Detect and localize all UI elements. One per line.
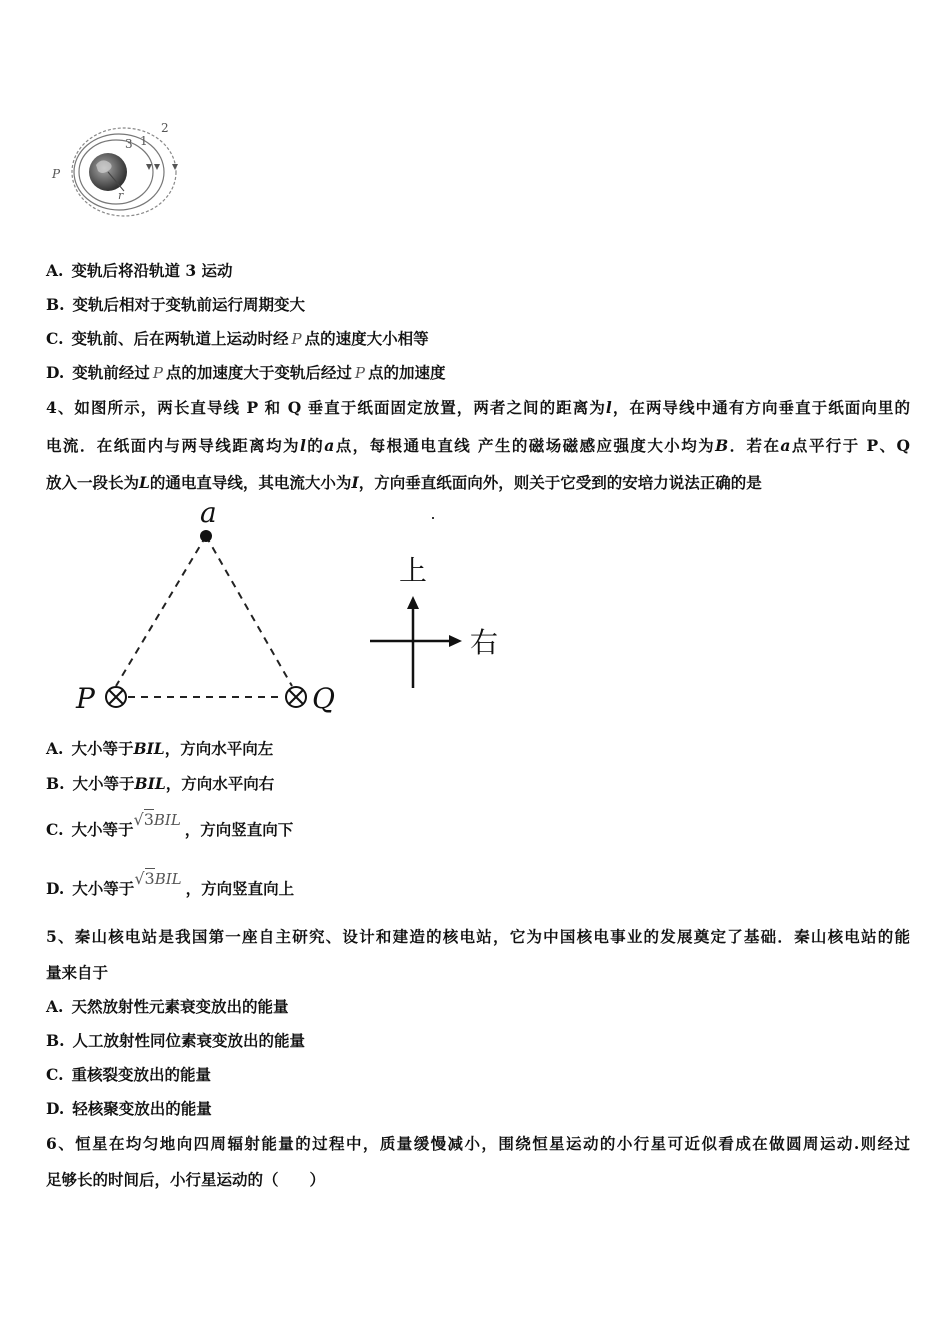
option-text: ，方向水平向左 xyxy=(164,739,274,758)
wire-q-icon xyxy=(286,687,306,707)
q3-option-d xyxy=(46,363,910,383)
option-letter: C. xyxy=(46,1065,64,1084)
stem-text: 放入一段长为 xyxy=(46,473,140,492)
stem-text: 电流．在纸面内与两导线距离均为 xyxy=(46,436,300,455)
wire-triangle-figure xyxy=(70,500,370,722)
q4-option-c xyxy=(46,810,910,840)
option-text: 大小等于 xyxy=(71,820,134,839)
orbit-label-2: 2 xyxy=(161,121,169,135)
stem-text: ，在两导线中通有方向垂直于纸面向里的 xyxy=(611,398,910,417)
label-p: P xyxy=(76,682,95,715)
option-text: 天然放射性元素衰变放出的能量 xyxy=(71,997,289,1016)
q5-option-a xyxy=(46,997,910,1017)
q3-option-b xyxy=(46,295,910,315)
q4-option-a xyxy=(46,739,910,759)
stem-text: 的 xyxy=(305,436,325,455)
q4-option-b xyxy=(46,774,910,794)
option-text: 点的加速度 xyxy=(368,363,446,382)
stem-var: l xyxy=(605,398,612,417)
option-text: ，方向竖直向下 xyxy=(184,820,294,839)
stem-text: ，方向垂直纸面向外，则关于它受到的安培力说法正确的是 xyxy=(358,473,762,492)
stem-var: l xyxy=(299,436,306,455)
option-expr: BIL xyxy=(134,774,166,793)
option-letter: D. xyxy=(46,879,65,898)
option-text: 变轨前、后在两轨道上运动时经 xyxy=(71,329,289,348)
option-letter: C. xyxy=(46,820,64,839)
stem-text: 4、如图所示，两长直导线 P 和 Q 垂直于纸面固定放置，两者之间的距离为 xyxy=(46,398,606,417)
option-text: ，方向水平向右 xyxy=(165,774,275,793)
label-right: 右 xyxy=(470,626,499,659)
label-up: 上 xyxy=(399,554,428,587)
q5-stem-line-1: 5、秦山核电站是我国第一座自主研究、设计和建造的核电站，它为中国核电事业的发展奠定了基础．秦山核电站的能 xyxy=(46,927,910,946)
option-text: 变轨后将沿轨道 3 运动 xyxy=(71,261,233,280)
stem-var: I xyxy=(351,473,359,492)
q6-stem-line-2: 足够长的时间后，小行星运动的（ ） xyxy=(46,1170,326,1189)
option-letter: B. xyxy=(46,295,65,314)
point-a xyxy=(200,530,212,542)
option-expr: BIL xyxy=(154,870,182,888)
stem-var: a xyxy=(324,436,335,455)
option-text: 大小等于 xyxy=(72,879,135,898)
q4-stem-line-1 xyxy=(46,398,910,418)
arrow-right-icon xyxy=(449,635,462,647)
orbit-label-1: 1 xyxy=(140,134,148,148)
arrow-up-icon xyxy=(407,596,419,609)
orbit-label-r: r xyxy=(118,189,124,202)
label-q: Q xyxy=(312,682,335,715)
option-letter: D. xyxy=(46,1099,65,1118)
option-letter: C. xyxy=(46,329,64,348)
option-text: 点的加速度大于变轨后经过 xyxy=(165,363,352,382)
option-letter: A. xyxy=(46,261,64,280)
math-var: P xyxy=(354,364,366,382)
q5-option-d xyxy=(46,1099,910,1119)
option-text: 变轨前经过 xyxy=(72,363,150,382)
math-var: P xyxy=(152,364,163,382)
sqrt-radicand: 3 xyxy=(144,869,155,888)
stem-text: 的通电直导线，其电流大小为 xyxy=(149,473,352,492)
option-text: 变轨后相对于变轨前运行周期变大 xyxy=(72,295,306,314)
q6-stem-line-1: 6、恒星在均匀地向四周辐射能量的过程中，质量缓慢减小，围绕恒星运动的小行星可近似看成在做圆周运动.则经过 xyxy=(46,1134,910,1153)
stem-var: B xyxy=(715,436,729,455)
direction-indicator xyxy=(368,548,508,693)
q4-stem-line-3 xyxy=(46,473,910,493)
stem-text: 点平行于 P、Q xyxy=(790,436,910,455)
option-text: 点的速度大小相等 xyxy=(304,329,429,348)
option-expr: BIL xyxy=(153,811,181,829)
dashed-side-qa xyxy=(206,536,292,686)
orbit-label-p: P xyxy=(52,167,61,181)
q5-stem-line-2: 量来自于 xyxy=(46,963,109,982)
stem-text: 点，每根通电直线 产生的磁场磁感应强度大小均为 xyxy=(334,436,716,455)
option-text: 重核裂变放出的能量 xyxy=(71,1065,211,1084)
option-text: 轻核聚变放出的能量 xyxy=(72,1099,212,1118)
stem-var: L xyxy=(139,473,150,492)
q4-stem-line-2 xyxy=(46,436,910,456)
label-a: a xyxy=(200,500,217,529)
option-letter: A. xyxy=(46,997,64,1016)
q4-option-d xyxy=(46,869,910,899)
dashed-side-pa xyxy=(116,536,206,686)
stem-var: a xyxy=(780,436,791,455)
orbit-figure xyxy=(44,115,184,220)
stray-dot xyxy=(432,517,434,519)
wire-p-icon xyxy=(106,687,126,707)
option-text: 人工放射性同位素衰变放出的能量 xyxy=(72,1031,306,1050)
option-expr: BIL xyxy=(133,739,165,758)
option-text: ，方向竖直向上 xyxy=(185,879,295,898)
q5-option-c xyxy=(46,1065,910,1085)
option-text: 大小等于 xyxy=(72,774,135,793)
q3-option-a xyxy=(46,261,910,281)
orbit-label-3: 3 xyxy=(125,137,133,151)
option-letter: B. xyxy=(46,1031,65,1050)
sqrt-expression: √3BIL xyxy=(134,869,182,888)
q3-option-c xyxy=(46,329,910,349)
sqrt-radicand: 3 xyxy=(143,810,154,829)
sqrt-expression: √3BIL xyxy=(133,810,181,829)
option-letter: A. xyxy=(46,739,64,758)
math-var: P xyxy=(291,330,302,348)
stem-text: ．若在 xyxy=(728,436,781,455)
option-letter: D. xyxy=(46,363,65,382)
option-letter: B. xyxy=(46,774,65,793)
option-text: 大小等于 xyxy=(71,739,134,758)
q5-option-b xyxy=(46,1031,910,1051)
